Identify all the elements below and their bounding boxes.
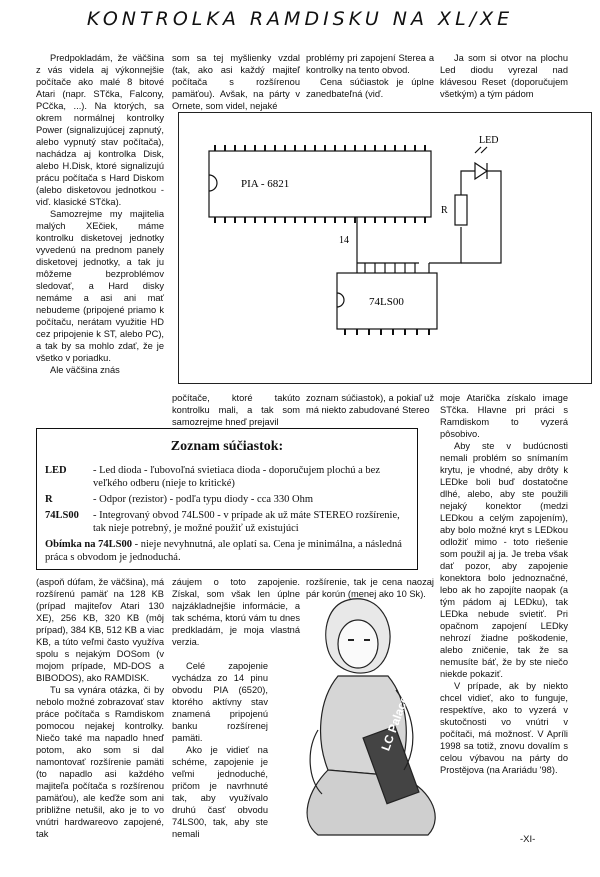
illustration-logo-text: LC Palace [378, 693, 412, 753]
wire-pin14 [357, 217, 419, 273]
paragraph: zoznam súčiastok), a pokiaľ už má niekto zabudované Stereo [306, 393, 434, 415]
paragraph: Ako je vidieť na schéme, zapojenie je veľmi jednoduché, pričom je navrhnuté tak, aby využívalo druhú časť obvodu 74LS00, tak, aby ste nemali [172, 745, 268, 839]
paragraph: Cena súčiastok je úplne zanedbateľná (viď. [306, 77, 434, 99]
column-4-top [440, 52, 568, 100]
part-key: LED [45, 465, 67, 476]
paragraph: rozšírenie, tak je cena naozaj pár korún (menej ako 10 Sk). [306, 577, 434, 599]
illustration-svg [278, 580, 458, 845]
column-4-mid [440, 392, 568, 776]
part-note-desc: - nieje nevyhnutná, ale oplatí sa. Cena je minimálna, a následná práca s obvodom je jednoduchá. [45, 539, 402, 563]
schematic-svg [179, 113, 591, 383]
paragraph: Tu sa vynára otázka, či by nebolo možné zobrazovať stav práce počítača s Ramdiskom pomocou nejakej kontrolky. Niečo také ma napadlo hneď potom, ako som si dal namontovať rozšírenie pamäti (to napadlo asi každého majiteľa počítača s rozšírenou pamäťou), ale keďže som ani približne netušil, ako je to vo vnútri hardwareovo zapojené, tak [36, 685, 164, 839]
ls00-notch [337, 293, 344, 307]
parts-list-box [36, 428, 418, 570]
column-2-mid [172, 392, 300, 428]
part-note-row [45, 538, 407, 564]
column-1-bottom [36, 576, 164, 840]
column-1-top [36, 52, 164, 376]
paragraph: V prípade, ak by niekto chcel vidieť, ako to funguje, respektíve, ako to vyzerá v skutočnosti vo vnútri v počítači, má možnosť. V Apríli 1998 sa totiž, znovu dovalím s celou výbavou na párty do Prostějova (na Arariádu '98). [440, 681, 568, 775]
pia-pins-bottom [215, 217, 425, 223]
legs [307, 770, 435, 835]
paragraph: moje Atarička získalo image STčka. Hlavne pri práci s Ramdiskom to vyzerá pôsobivo. [440, 393, 568, 439]
paragraph: Ale väčšina znás [50, 365, 120, 375]
anime-girl-illustration [278, 580, 458, 845]
paragraph: Ja som si otvor na plochu Led diodu vyrezal nad klávesou Reset (doporučujem všetkým) a tým pádom [440, 53, 568, 99]
paragraph: Predpokladám, že väčšina z vás videla aj výkonnejšie počítače ako malé 8 bitové Atari (napr. STčka, Falcony, PCčka, ...). Na ktorých, sa okrem normálnej kontrolky Power (signalizujúcej zapnutý, alebo vypnutý stav počítača), nachádza aj kontrolka Disk, alebo H.Disk, ktoré signalizujú prácu počítača s Hard Diskom (alebo disketovou jednotkou - viď. klasické STčka). [36, 53, 164, 207]
wire-to-r [429, 227, 461, 273]
parts-list [45, 464, 407, 567]
part-desc: - Led dioda - ľubovoľná svietiaca dioda - doporučujem plochú a bez veľkého odberu (nieje to kritické) [93, 465, 380, 489]
part-note-key: Obímka na 74LS00 [45, 539, 132, 550]
paragraph: problémy pri zapojení Sterea a kontrolky na tento obvod. [306, 53, 434, 75]
part-row [45, 464, 407, 490]
ls00-pins-bottom [345, 329, 429, 335]
part-desc: - Integrovaný obvod 74LS00 - v prípade ak už máte STEREO rozšírenie, tak nieje potrebný, je možné použiť už existujúci [93, 510, 400, 534]
pin-label: 14 [339, 235, 349, 246]
pia-label: PIA - 6821 [241, 178, 290, 190]
paragraph: Aby ste v budúcnosti nemali problém so snímaním krytu, je vhodné, aby drôty k LEDke boli buď dostatočne dlhé, alebo, aby ste použili nejaký konektor (medzi LEDkou a celým zapojením), aby bolo možné kryt s LEDkou odložiť mimo - toto riešenie som použil aj ja. Je treba však dať pozor, aby zapojenie konektora bolo jednoznačné, lebo ak ho zapojíte naopak (a tým pádom aj LEDku), tak LEDka nebude svietiť. Pri opačnom zapojení LEDky nehrozí žiadne poškodenie, alebo zničenie, tak že sa nemusíte báť, že by ste niečo niekde pokaziť. [440, 441, 568, 679]
paragraph: Celé zapojenie vychádza zo 14 pinu obvodu PIA (6520), ktorého aktívny stav znamená pripojenú banku rozšírenej pamäti. [172, 661, 268, 743]
ls00-label: 74LS00 [369, 296, 404, 308]
column-3-mid [306, 392, 434, 416]
wire-to-led [461, 171, 475, 195]
paragraph: som sa tej myšlienky vzdal (tak, ako asi každý majiteľ počítača s rozšírenou pamäťou). Avšak, na párty v Ornete, som videl, nejaké [172, 53, 300, 111]
parts-list-title: Zoznam súčiastok: [170, 439, 284, 454]
circuit-diagram [178, 112, 592, 384]
face [338, 620, 378, 668]
part-key: R [45, 494, 53, 505]
column-2-top [172, 52, 300, 112]
part-row [45, 509, 407, 535]
paragraph: Samozrejme my majitelia malých XEčiek, máme kontrolku disketovej jednotky vyvedenú na prednom panely disketovej jednotky, a tak ju môžeme bezproblémov sledovať, a Hard disky nemáme a asi ani mať nebudeme (pripojené priamo k počítaču, nerátam využitie HD cez pripojenie k ST, alebo PC), a tak by sa mohlo zdať, že je všetko v poriadku. [36, 209, 164, 363]
page-title: KONTROLKA RAMDISKU NA XL/XE [86, 8, 514, 30]
column-2-narrow [172, 660, 268, 840]
paragraph: (aspoň dúfam, že väčšina), má rozšírenú pamäť na 128 KB (prípad majiteľov Atari 130 XE), 256 KB, 320 KB (môj prípad), 384 KB, 512 KB a viac KB, a túto veľmi často využíva spolu s nejakým DOSom (v mojom prípade, MD-DOS a BIBODOS), ako RAMDISK. [36, 577, 164, 683]
led-triangle [475, 163, 487, 179]
resistor [455, 195, 467, 225]
column-3-top [306, 52, 434, 100]
wire-bus [365, 263, 415, 273]
pia-notch [209, 175, 217, 191]
part-desc: - Odpor (rezistor) - podľa typu diody - cca 330 Ohm [93, 494, 314, 505]
led-rays [475, 147, 487, 153]
page-number: -XI- [520, 834, 536, 845]
pia-pins-top [215, 145, 425, 151]
part-key: 74LS00 [45, 510, 79, 521]
part-row [45, 493, 407, 506]
paragraph: počítače, ktoré takúto kontrolku mali, a tak som samozrejme hneď prejavil [172, 393, 300, 427]
led-label: LED [479, 135, 499, 146]
paragraph: záujem o toto zapojenie. Získal, som však len úplne najzákladnejšie informácie, a tak schéma, ktorú vám tu dnes predkladám, je moja vlastná verzia. [172, 577, 300, 647]
resistor-label: R [441, 205, 448, 216]
